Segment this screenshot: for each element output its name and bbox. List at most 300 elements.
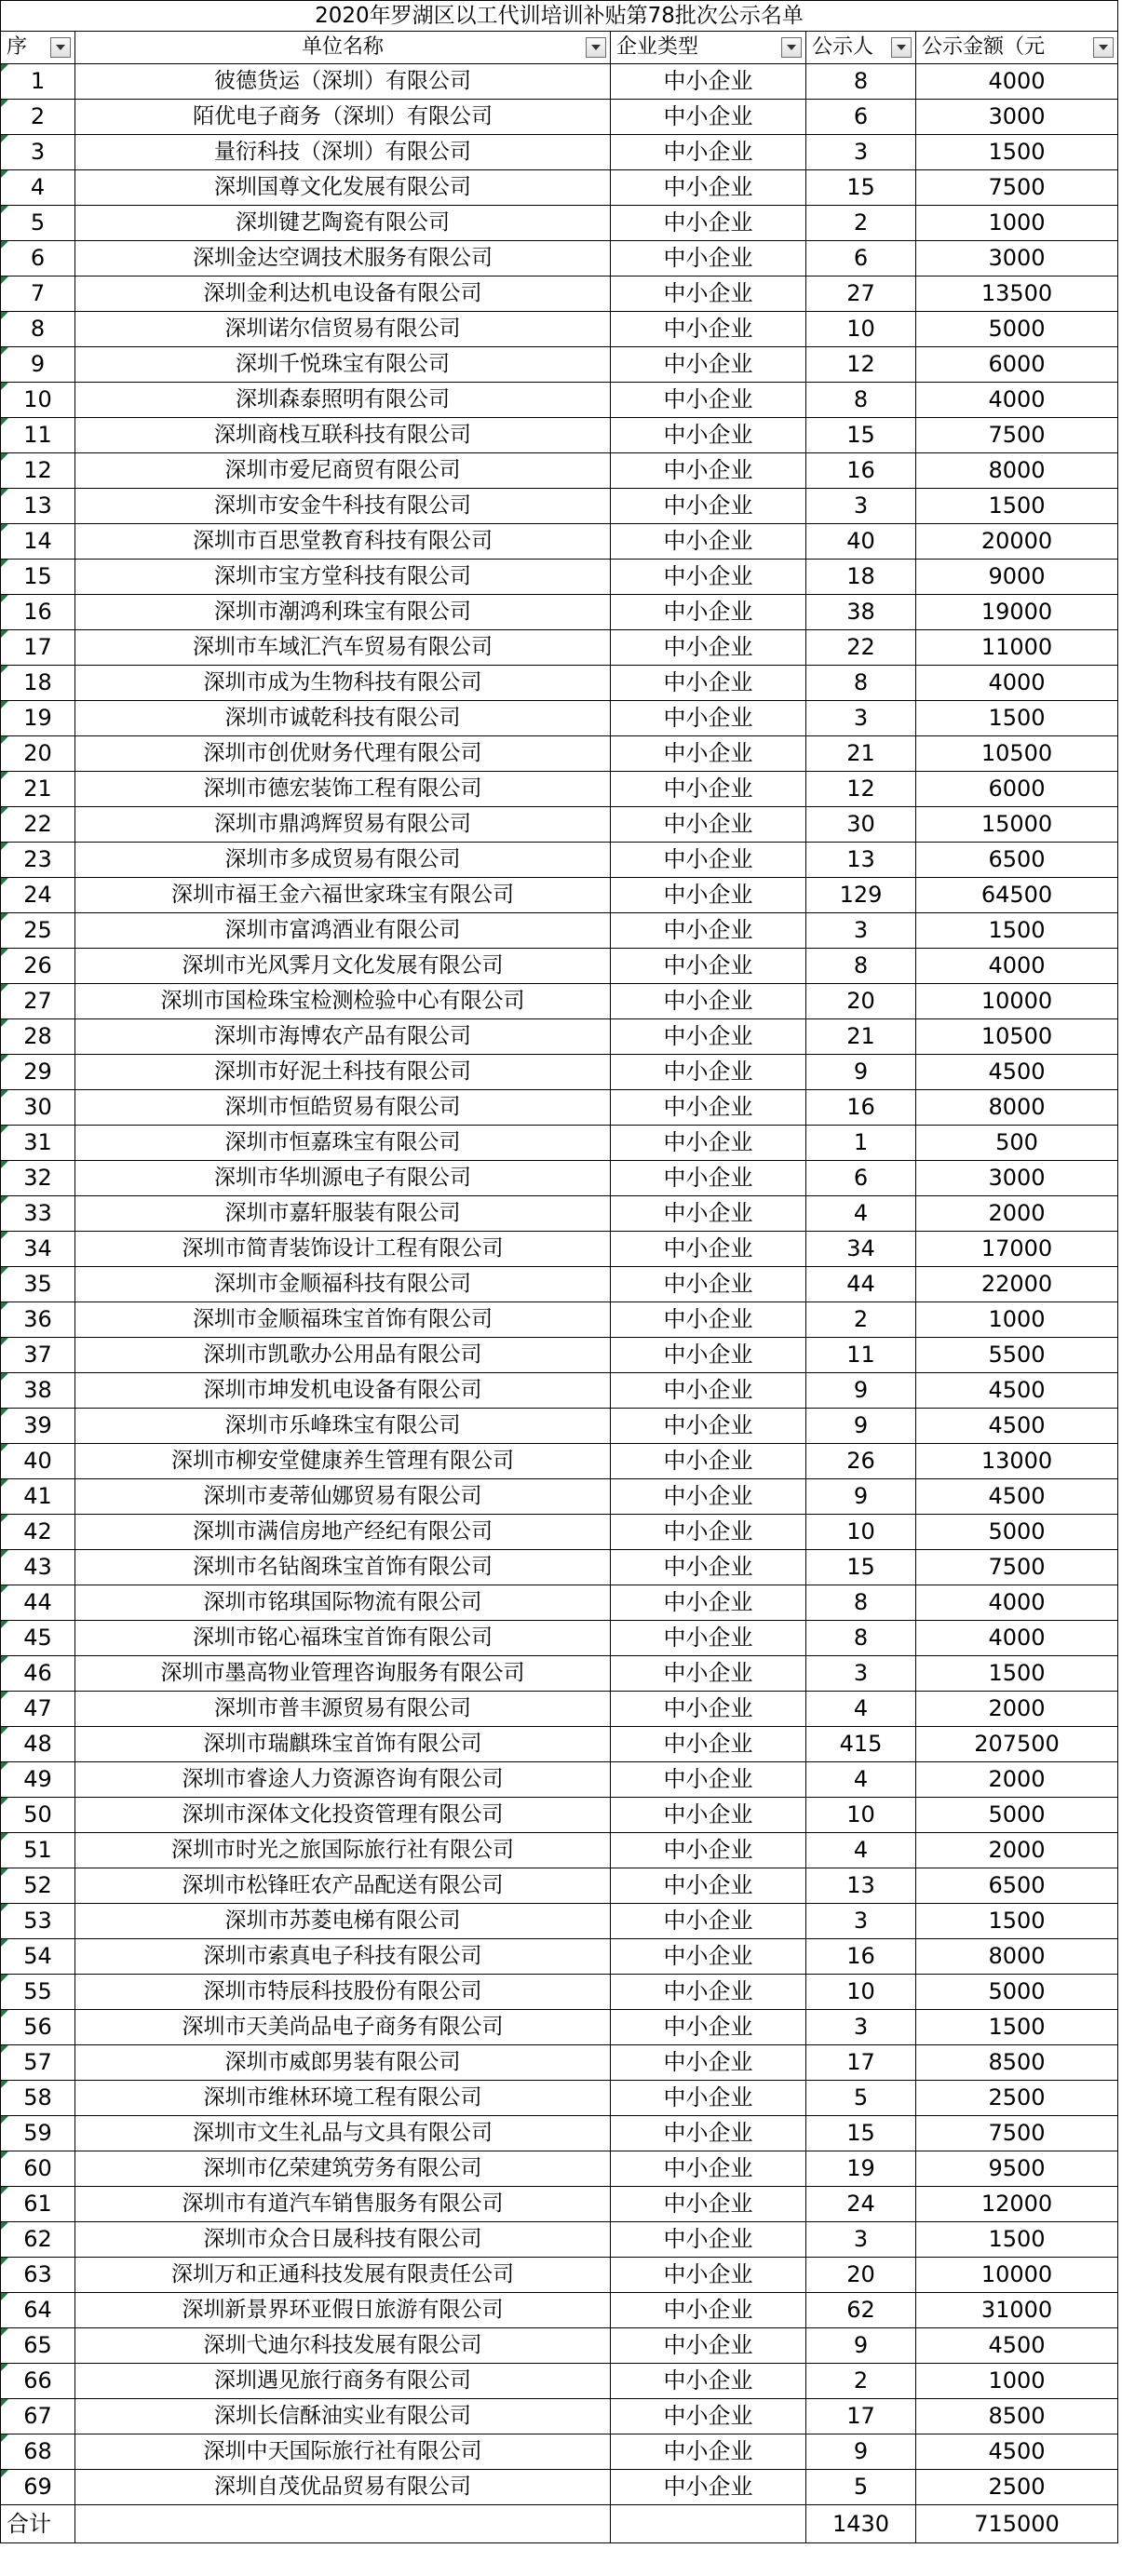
cell-note-marker-icon [1, 2045, 8, 2053]
cell-note-marker-icon [1, 1373, 8, 1381]
cell-enterprise-type: 中小企业 [611, 2434, 806, 2470]
cell-amount: 1500 [916, 1656, 1118, 1692]
cell-count: 10 [806, 312, 916, 347]
cell-amount: 7500 [916, 2116, 1118, 2151]
cell-note-marker-icon [1, 1692, 8, 1699]
cell-seq: 45 [1, 1621, 75, 1656]
cell-amount: 1000 [916, 206, 1118, 241]
cell-enterprise-type: 中小企业 [611, 1479, 806, 1515]
cell-count: 11 [806, 1338, 916, 1373]
cell-company-name: 深圳市天美尚品电子商务有限公司 [75, 2010, 611, 2045]
cell-seq: 53 [1, 1904, 75, 1939]
cell-count: 3 [806, 2010, 916, 2045]
cell-note-marker-icon [1, 2293, 8, 2300]
cell-amount: 4500 [916, 2328, 1118, 2364]
cell-company-name: 深圳市德宏装饰工程有限公司 [75, 772, 611, 807]
cell-company-name: 深圳金达空调技术服务有限公司 [75, 241, 611, 276]
cell-seq: 17 [1, 630, 75, 666]
table-row [1, 595, 1118, 630]
cell-enterprise-type: 中小企业 [611, 2222, 806, 2258]
cell-count: 21 [806, 736, 916, 772]
cell-amount: 10500 [916, 736, 1118, 772]
cell-amount: 2500 [916, 2081, 1118, 2116]
cell-seq: 30 [1, 1090, 75, 1126]
cell-note-marker-icon [1, 276, 8, 284]
cell-count: 20 [806, 984, 916, 1019]
cell-company-name: 深圳弋迪尔科技发展有限公司 [75, 2328, 611, 2364]
cell-count: 4 [806, 1692, 916, 1727]
cell-amount: 6000 [916, 347, 1118, 383]
cell-seq: 2 [1, 100, 75, 135]
cell-amount: 3000 [916, 241, 1118, 276]
cell-seq: 21 [1, 772, 75, 807]
cell-note-marker-icon [1, 64, 8, 72]
cell-company-name: 深圳市恒皓贸易有限公司 [75, 1090, 611, 1126]
cell-seq: 66 [1, 2364, 75, 2399]
table-row [1, 453, 1118, 489]
cell-note-marker-icon [1, 2010, 8, 2017]
cell-amount: 5000 [916, 1975, 1118, 2010]
header-seq-label: 序 [7, 35, 28, 59]
cell-amount: 7500 [916, 418, 1118, 453]
cell-amount: 9000 [916, 560, 1118, 595]
cell-note-marker-icon [1, 878, 8, 885]
cell-seq: 28 [1, 1019, 75, 1055]
cell-amount: 8000 [916, 1939, 1118, 1975]
cell-enterprise-type: 中小企业 [611, 241, 806, 276]
cell-company-name: 深圳市松锋旺农产品配送有限公司 [75, 1868, 611, 1904]
cell-enterprise-type: 中小企业 [611, 1550, 806, 1585]
cell-company-name: 深圳市简青装饰设计工程有限公司 [75, 1232, 611, 1267]
cell-count: 9 [806, 1373, 916, 1409]
filter-dropdown-icon[interactable] [586, 37, 606, 58]
cell-seq: 29 [1, 1055, 75, 1090]
table-row [1, 1939, 1118, 1975]
table-row [1, 2151, 1118, 2187]
cell-enterprise-type: 中小企业 [611, 64, 806, 100]
cell-company-name: 深圳市嘉轩服装有限公司 [75, 1196, 611, 1232]
cell-note-marker-icon [1, 1019, 8, 1027]
cell-amount: 4000 [916, 383, 1118, 418]
table-row [1, 2045, 1118, 2081]
cell-amount: 19000 [916, 595, 1118, 630]
cell-enterprise-type: 中小企业 [611, 2470, 806, 2505]
cell-seq: 35 [1, 1267, 75, 1302]
header-type-label: 企业类型 [616, 35, 699, 59]
cell-company-name: 深圳市凯歌办公用品有限公司 [75, 1338, 611, 1373]
cell-enterprise-type: 中小企业 [611, 1090, 806, 1126]
header-name [75, 32, 611, 64]
cell-amount: 4000 [916, 949, 1118, 984]
cell-amount: 4500 [916, 1055, 1118, 1090]
cell-count: 2 [806, 2364, 916, 2399]
cell-amount: 4500 [916, 1479, 1118, 1515]
cell-amount: 20000 [916, 524, 1118, 560]
cell-company-name: 深圳市华圳源电子有限公司 [75, 1161, 611, 1196]
cell-amount: 8500 [916, 2045, 1118, 2081]
cell-note-marker-icon [1, 135, 8, 142]
cell-enterprise-type: 中小企业 [611, 913, 806, 949]
table-row [1, 913, 1118, 949]
table-row [1, 630, 1118, 666]
cell-seq: 20 [1, 736, 75, 772]
cell-enterprise-type: 中小企业 [611, 595, 806, 630]
cell-seq: 26 [1, 949, 75, 984]
cell-seq: 64 [1, 2293, 75, 2328]
cell-company-name: 深圳市麦蒂仙娜贸易有限公司 [75, 1479, 611, 1515]
cell-amount: 2000 [916, 1692, 1118, 1727]
cell-count: 40 [806, 524, 916, 560]
cell-enterprise-type: 中小企业 [611, 453, 806, 489]
cell-company-name: 深圳遇见旅行商务有限公司 [75, 2364, 611, 2399]
table-row [1, 2222, 1118, 2258]
cell-count: 4 [806, 1762, 916, 1798]
title-row [1, 1, 1118, 32]
cell-count: 5 [806, 2081, 916, 2116]
cell-company-name: 深圳市潮鸿利珠宝有限公司 [75, 595, 611, 630]
cell-seq: 10 [1, 383, 75, 418]
table-row [1, 2010, 1118, 2045]
table-row [1, 489, 1118, 524]
table-row [1, 1656, 1118, 1692]
total-amount: 715000 [916, 2505, 1118, 2543]
cell-seq: 32 [1, 1161, 75, 1196]
cell-note-marker-icon [1, 2399, 8, 2407]
cell-enterprise-type: 中小企业 [611, 736, 806, 772]
cell-count: 3 [806, 135, 916, 170]
table-row [1, 1585, 1118, 1621]
cell-note-marker-icon [1, 1868, 8, 1876]
cell-enterprise-type: 中小企业 [611, 1444, 806, 1479]
cell-seq: 3 [1, 135, 75, 170]
table-row [1, 1762, 1118, 1798]
cell-note-marker-icon [1, 241, 8, 249]
cell-note-marker-icon [1, 1762, 8, 1770]
cell-note-marker-icon [1, 2222, 8, 2230]
cell-note-marker-icon [1, 772, 8, 779]
cell-company-name: 深圳市索真电子科技有限公司 [75, 1939, 611, 1975]
cell-company-name: 深圳市鼎鸿辉贸易有限公司 [75, 807, 611, 843]
cell-company-name: 深圳中天国际旅行社有限公司 [75, 2434, 611, 2470]
cell-enterprise-type: 中小企业 [611, 2010, 806, 2045]
cell-note-marker-icon [1, 1904, 8, 1911]
cell-note-marker-icon [1, 100, 8, 107]
cell-count: 9 [806, 1409, 916, 1444]
table-row [1, 1126, 1118, 1161]
cell-seq: 61 [1, 2187, 75, 2222]
table-row [1, 1409, 1118, 1444]
cell-note-marker-icon [1, 1444, 8, 1451]
cell-amount: 2500 [916, 2470, 1118, 2505]
cell-seq: 16 [1, 595, 75, 630]
cell-seq: 25 [1, 913, 75, 949]
header-amount [916, 32, 1118, 64]
cell-enterprise-type: 中小企业 [611, 1302, 806, 1338]
cell-amount: 1500 [916, 489, 1118, 524]
table-row [1, 2399, 1118, 2434]
cell-company-name: 深圳市国检珠宝检测检验中心有限公司 [75, 984, 611, 1019]
total-label: 合计 [1, 2505, 75, 2543]
cell-company-name: 深圳市乐峰珠宝有限公司 [75, 1409, 611, 1444]
cell-amount: 9500 [916, 2151, 1118, 2187]
cell-count: 10 [806, 1798, 916, 1833]
cell-enterprise-type: 中小企业 [611, 1798, 806, 1833]
cell-count: 24 [806, 2187, 916, 2222]
cell-company-name: 深圳市成为生物科技有限公司 [75, 666, 611, 701]
cell-seq: 58 [1, 2081, 75, 2116]
cell-count: 18 [806, 560, 916, 595]
cell-amount: 3000 [916, 1161, 1118, 1196]
table-row [1, 1267, 1118, 1302]
cell-count: 17 [806, 2399, 916, 2434]
cell-note-marker-icon [1, 2364, 8, 2371]
cell-count: 9 [806, 2434, 916, 2470]
cell-note-marker-icon [1, 984, 8, 991]
table-row [1, 1090, 1118, 1126]
cell-company-name: 深圳市金顺福珠宝首饰有限公司 [75, 1302, 611, 1338]
cell-amount: 1000 [916, 2364, 1118, 2399]
cell-company-name: 深圳市文生礼品与文具有限公司 [75, 2116, 611, 2151]
cell-company-name: 深圳市海博农产品有限公司 [75, 1019, 611, 1055]
cell-enterprise-type: 中小企业 [611, 1833, 806, 1868]
cell-seq: 42 [1, 1515, 75, 1550]
filter-dropdown-icon[interactable] [891, 37, 912, 58]
cell-amount: 4000 [916, 1621, 1118, 1656]
cell-enterprise-type: 中小企业 [611, 206, 806, 241]
cell-seq: 9 [1, 347, 75, 383]
table-row [1, 949, 1118, 984]
cell-note-marker-icon [1, 1338, 8, 1345]
cell-count: 9 [806, 1055, 916, 1090]
cell-note-marker-icon [1, 1196, 8, 1204]
cell-enterprise-type: 中小企业 [611, 560, 806, 595]
cell-note-marker-icon [1, 1833, 8, 1841]
table-row [1, 1550, 1118, 1585]
cell-seq: 36 [1, 1302, 75, 1338]
table-row [1, 1692, 1118, 1727]
cell-note-marker-icon [1, 1161, 8, 1168]
cell-enterprise-type: 中小企业 [611, 1232, 806, 1267]
cell-note-marker-icon [1, 1585, 8, 1593]
table-row [1, 135, 1118, 170]
cell-company-name: 深圳市爱尼商贸有限公司 [75, 453, 611, 489]
cell-enterprise-type: 中小企业 [611, 984, 806, 1019]
cell-amount: 8000 [916, 1090, 1118, 1126]
cell-amount: 7500 [916, 170, 1118, 206]
table-row [1, 206, 1118, 241]
cell-note-marker-icon [1, 2258, 8, 2265]
cell-count: 8 [806, 666, 916, 701]
cell-company-name: 深圳市有道汽车销售服务有限公司 [75, 2187, 611, 2222]
cell-count: 15 [806, 1550, 916, 1585]
cell-count: 6 [806, 100, 916, 135]
cell-amount: 10000 [916, 984, 1118, 1019]
table-row [1, 2187, 1118, 2222]
cell-count: 6 [806, 1161, 916, 1196]
cell-seq: 11 [1, 418, 75, 453]
cell-enterprise-type: 中小企业 [611, 1868, 806, 1904]
cell-count: 26 [806, 1444, 916, 1479]
cell-company-name: 深圳市铭心福珠宝首饰有限公司 [75, 1621, 611, 1656]
cell-amount: 4500 [916, 1409, 1118, 1444]
cell-company-name: 深圳市宝方堂科技有限公司 [75, 560, 611, 595]
cell-count: 2 [806, 1302, 916, 1338]
cell-amount: 2000 [916, 1196, 1118, 1232]
cell-amount: 1500 [916, 135, 1118, 170]
cell-enterprise-type: 中小企业 [611, 489, 806, 524]
cell-note-marker-icon [1, 524, 8, 532]
cell-company-name: 深圳自茂优品贸易有限公司 [75, 2470, 611, 2505]
cell-count: 9 [806, 1479, 916, 1515]
cell-seq: 54 [1, 1939, 75, 1975]
cell-count: 38 [806, 595, 916, 630]
cell-count: 3 [806, 1656, 916, 1692]
cell-enterprise-type: 中小企业 [611, 772, 806, 807]
cell-count: 9 [806, 2328, 916, 2364]
cell-seq: 50 [1, 1798, 75, 1833]
cell-company-name: 彼德货运（深圳）有限公司 [75, 64, 611, 100]
cell-count: 2 [806, 206, 916, 241]
table-row [1, 1232, 1118, 1267]
cell-seq: 33 [1, 1196, 75, 1232]
cell-note-marker-icon [1, 2434, 8, 2442]
cell-note-marker-icon [1, 843, 8, 850]
cell-company-name: 深圳市金顺福科技有限公司 [75, 1267, 611, 1302]
cell-count: 12 [806, 772, 916, 807]
cell-company-name: 陌优电子商务（深圳）有限公司 [75, 100, 611, 135]
cell-note-marker-icon [1, 2187, 8, 2194]
filter-dropdown-icon[interactable] [1093, 37, 1114, 58]
cell-company-name: 深圳键艺陶瓷有限公司 [75, 206, 611, 241]
table-row [1, 2470, 1118, 2505]
cell-count: 17 [806, 2045, 916, 2081]
cell-enterprise-type: 中小企业 [611, 100, 806, 135]
total-empty-type [611, 2505, 806, 2543]
cell-company-name: 深圳市福王金六福世家珠宝有限公司 [75, 878, 611, 913]
cell-company-name: 深圳市多成贸易有限公司 [75, 843, 611, 878]
cell-seq: 27 [1, 984, 75, 1019]
cell-count: 10 [806, 1975, 916, 2010]
cell-amount: 4000 [916, 666, 1118, 701]
cell-amount: 1500 [916, 913, 1118, 949]
table-row [1, 560, 1118, 595]
cell-seq: 34 [1, 1232, 75, 1267]
table-row [1, 736, 1118, 772]
cell-company-name: 深圳市墨高物业管理咨询服务有限公司 [75, 1656, 611, 1692]
cell-amount: 2000 [916, 1762, 1118, 1798]
cell-count: 8 [806, 949, 916, 984]
table-row [1, 1161, 1118, 1196]
filter-dropdown-icon[interactable] [781, 37, 802, 58]
cell-enterprise-type: 中小企业 [611, 1409, 806, 1444]
cell-amount: 13000 [916, 1444, 1118, 1479]
header-row [1, 32, 1118, 64]
header-name-label: 单位名称 [301, 35, 384, 59]
table-row [1, 2116, 1118, 2151]
cell-count: 30 [806, 807, 916, 843]
cell-enterprise-type: 中小企业 [611, 2187, 806, 2222]
cell-note-marker-icon [1, 913, 8, 921]
table-row [1, 2434, 1118, 2470]
cell-note-marker-icon [1, 666, 8, 673]
cell-count: 3 [806, 1904, 916, 1939]
cell-seq: 49 [1, 1762, 75, 1798]
cell-seq: 60 [1, 2151, 75, 2187]
table-row [1, 1019, 1118, 1055]
cell-amount: 4000 [916, 1585, 1118, 1621]
table-row [1, 170, 1118, 206]
cell-enterprise-type: 中小企业 [611, 878, 806, 913]
table-row [1, 2258, 1118, 2293]
cell-enterprise-type: 中小企业 [611, 1161, 806, 1196]
cell-count: 8 [806, 383, 916, 418]
table-row [1, 1727, 1118, 1762]
cell-count: 6 [806, 241, 916, 276]
cell-seq: 22 [1, 807, 75, 843]
cell-count: 62 [806, 2293, 916, 2328]
cell-amount: 6000 [916, 772, 1118, 807]
table-row [1, 524, 1118, 560]
cell-note-marker-icon [1, 1479, 8, 1487]
cell-company-name: 深圳市众合日晟科技有限公司 [75, 2222, 611, 2258]
cell-amount: 31000 [916, 2293, 1118, 2328]
cell-enterprise-type: 中小企业 [611, 1055, 806, 1090]
cell-note-marker-icon [1, 453, 8, 461]
cell-seq: 41 [1, 1479, 75, 1515]
cell-note-marker-icon [1, 949, 8, 956]
cell-count: 44 [806, 1267, 916, 1302]
filter-dropdown-icon[interactable] [50, 37, 71, 58]
cell-company-name: 深圳市车域汇汽车贸易有限公司 [75, 630, 611, 666]
cell-amount: 1500 [916, 2222, 1118, 2258]
cell-enterprise-type: 中小企业 [611, 1762, 806, 1798]
cell-company-name: 深圳金利达机电设备有限公司 [75, 276, 611, 312]
cell-note-marker-icon [1, 1409, 8, 1416]
cell-note-marker-icon [1, 1126, 8, 1133]
cell-seq: 39 [1, 1409, 75, 1444]
cell-enterprise-type: 中小企业 [611, 276, 806, 312]
cell-company-name: 深圳市亿荣建筑劳务有限公司 [75, 2151, 611, 2187]
cell-enterprise-type: 中小企业 [611, 1515, 806, 1550]
cell-seq: 31 [1, 1126, 75, 1161]
table-row [1, 1055, 1118, 1090]
cell-company-name: 深圳市维林环境工程有限公司 [75, 2081, 611, 2116]
cell-seq: 19 [1, 701, 75, 736]
cell-note-marker-icon [1, 1939, 8, 1947]
cell-seq: 55 [1, 1975, 75, 2010]
cell-company-name: 深圳市安金牛科技有限公司 [75, 489, 611, 524]
cell-enterprise-type: 中小企业 [611, 1196, 806, 1232]
table-row [1, 312, 1118, 347]
cell-enterprise-type: 中小企业 [611, 2045, 806, 2081]
cell-seq: 1 [1, 64, 75, 100]
table-row [1, 1302, 1118, 1338]
cell-company-name: 深圳市诚乾科技有限公司 [75, 701, 611, 736]
cell-count: 20 [806, 2258, 916, 2293]
cell-seq: 52 [1, 1868, 75, 1904]
cell-seq: 7 [1, 276, 75, 312]
cell-count: 3 [806, 489, 916, 524]
cell-company-name: 深圳诺尔信贸易有限公司 [75, 312, 611, 347]
cell-seq: 69 [1, 2470, 75, 2505]
cell-note-marker-icon [1, 807, 8, 815]
cell-note-marker-icon [1, 206, 8, 213]
cell-seq: 57 [1, 2045, 75, 2081]
cell-seq: 4 [1, 170, 75, 206]
cell-note-marker-icon [1, 347, 8, 355]
cell-enterprise-type: 中小企业 [611, 347, 806, 383]
cell-seq: 62 [1, 2222, 75, 2258]
